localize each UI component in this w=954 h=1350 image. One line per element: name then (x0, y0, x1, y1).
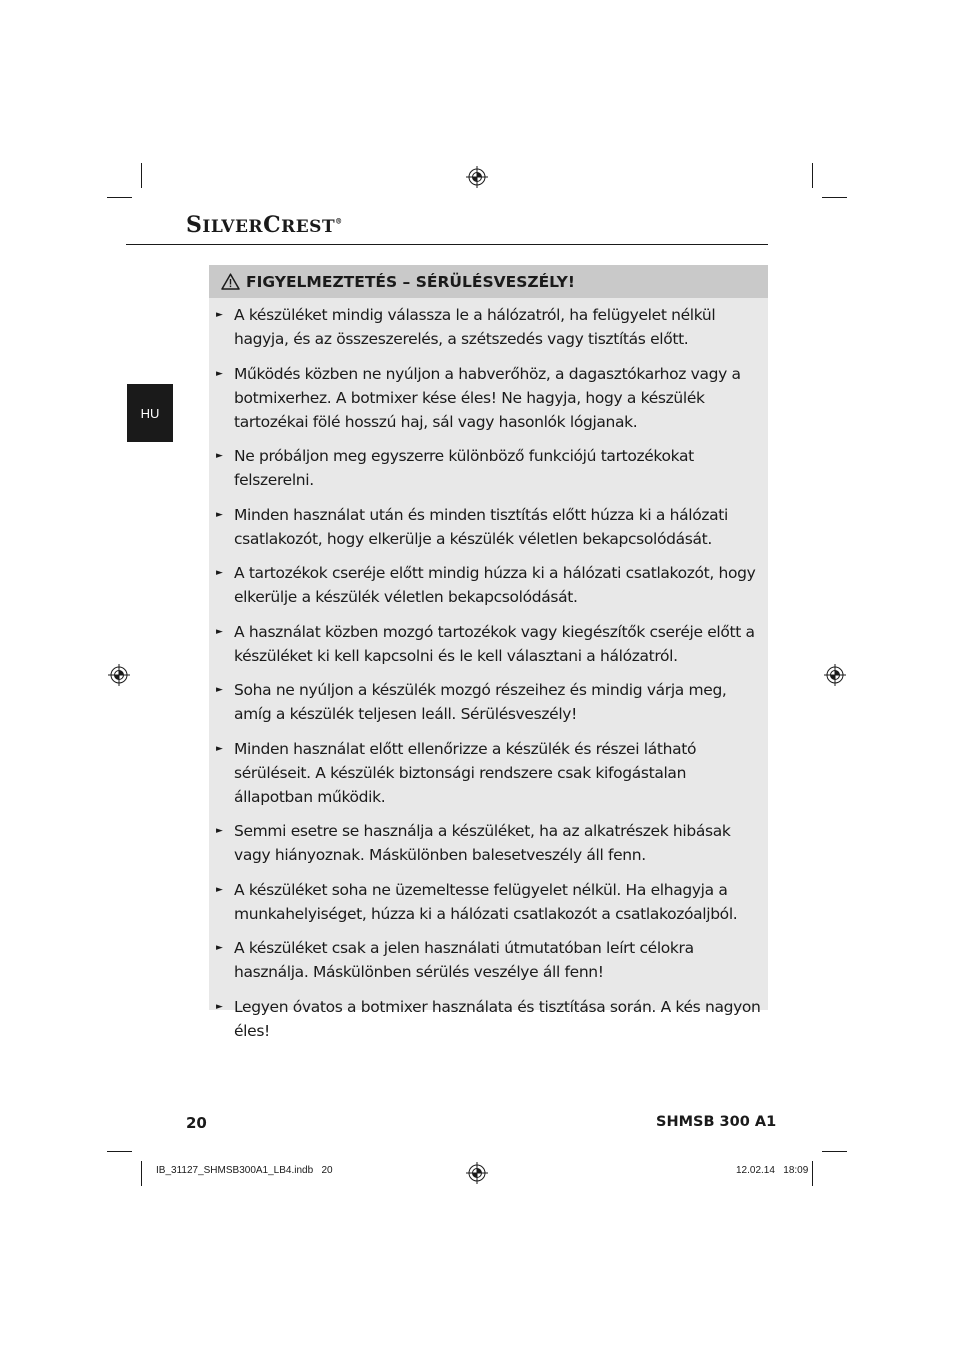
list-item: ► Semmi esetre se használja a készüléket, ha az alkatrészek hibásak vagy hiányoznak. Máskülönben balesetveszély áll fenn. (209, 819, 768, 867)
list-item: ► A készüléket mindig válassza le a hálózatról, ha felügyelet nélkül hagyja, és az összeszerelés, a szétszedés vagy tisztítás előtt. (209, 303, 768, 351)
logo-letter: C (263, 212, 282, 238)
list-item: ► A tartozékok cseréje előtt mindig húzza ki a hálózati csatlakozót, hogy elkerülje a készülék véletlen bekapcsolódását. (209, 561, 768, 609)
warning-header (209, 265, 768, 298)
logo-registered: ® (335, 216, 343, 226)
language-tab: HU (127, 384, 173, 442)
arrow-bullet-icon: ► (216, 1001, 223, 1012)
list-item: ► A készüléket soha ne üzemeltesse felügyelet nélkül. Ha elhagyja a munkahelyiséget, húzza ki a hálózati csatlakozót a csatlakozóaljból. (209, 878, 768, 926)
crop-mark (141, 163, 142, 188)
arrow-bullet-icon: ► (216, 451, 223, 461)
page-number: 20 (186, 1114, 207, 1132)
registration-mark-icon (108, 664, 130, 686)
logo-letter: S (186, 212, 203, 238)
arrow-bullet-icon: ► (216, 310, 223, 320)
arrow-bullet-icon: ► (216, 884, 223, 895)
crop-mark (822, 1151, 847, 1152)
header-rule (126, 244, 768, 245)
crop-mark (107, 1151, 132, 1152)
crop-mark (822, 197, 847, 198)
crop-mark (141, 1161, 142, 1186)
list-item: ► Minden használat előtt ellenőrizze a készülék és részei látható sérüléseit. A készülék biztonsági rendszere csak kifogástalan állapotban működik. (209, 737, 768, 809)
warning-title: FIGYELMEZTETÉS – SÉRÜLÉSVESZÉLY! (246, 272, 575, 291)
arrow-bullet-icon: ► (216, 368, 223, 379)
arrow-bullet-icon: ► (216, 568, 223, 578)
print-slug-date: 12.02.14 18:09 (736, 1165, 809, 1176)
logo-letters: REST (281, 217, 336, 237)
model-name: SHMSB 300 A1 (656, 1114, 777, 1130)
list-item: ► Minden használat után és minden tisztítás előtt húzza ki a hálózati csatlakozót, hogy elkerülje a készülék véletlen bekapcsolódását. (209, 503, 768, 551)
crop-mark (812, 1161, 813, 1186)
list-item: ► A készüléket csak a jelen használati útmutatóban leírt célokra használja. Máskülönben sérülés veszélye áll fenn! (209, 936, 768, 984)
list-item: ► Működés közben ne nyúljon a habverőhöz, a dagasztókarhoz vagy a botmixerhez. A botmixer kése éles! Ne hagyja, hogy a készülék tartozékai fölé hosszú haj, sál vagy hasonlók lógjanak. (209, 362, 768, 434)
registration-mark-icon (466, 1162, 488, 1184)
arrow-bullet-icon: ► (216, 626, 223, 637)
arrow-bullet-icon: ► (216, 743, 223, 754)
registration-mark-icon (824, 664, 846, 686)
crop-mark (107, 197, 132, 198)
crop-mark (812, 163, 813, 188)
warning-triangle-icon (221, 273, 240, 290)
list-item: ► Legyen óvatos a botmixer használata és tisztítása során. A kés nagyon éles! (209, 995, 768, 1043)
arrow-bullet-icon: ► (216, 685, 223, 695)
logo-letters: ILVER (202, 217, 264, 237)
list-item: ► Ne próbáljon meg egyszerre különböző funkciójú tartozékokat felszerelni. (209, 444, 768, 492)
warning-box (209, 265, 768, 1040)
print-slug-file: IB_31127_SHMSB300A1_LB4.indb 20 (156, 1165, 333, 1176)
arrow-bullet-icon: ► (216, 826, 223, 836)
warning-list (209, 298, 768, 1043)
registration-mark-icon (466, 166, 488, 188)
arrow-bullet-icon: ► (216, 943, 223, 953)
arrow-bullet-icon: ► (216, 509, 223, 520)
list-item: ► Soha ne nyúljon a készülék mozgó részeihez és mindig várja meg, amíg a készülék teljesen leáll. Sérülésveszély! (209, 678, 768, 726)
list-item: ► A használat közben mozgó tartozékok vagy kiegészítők cseréje előtt a készüléket ki kell kapcsolni és le kell választani a hálózatról. (209, 620, 768, 668)
brand-logo (186, 212, 343, 238)
